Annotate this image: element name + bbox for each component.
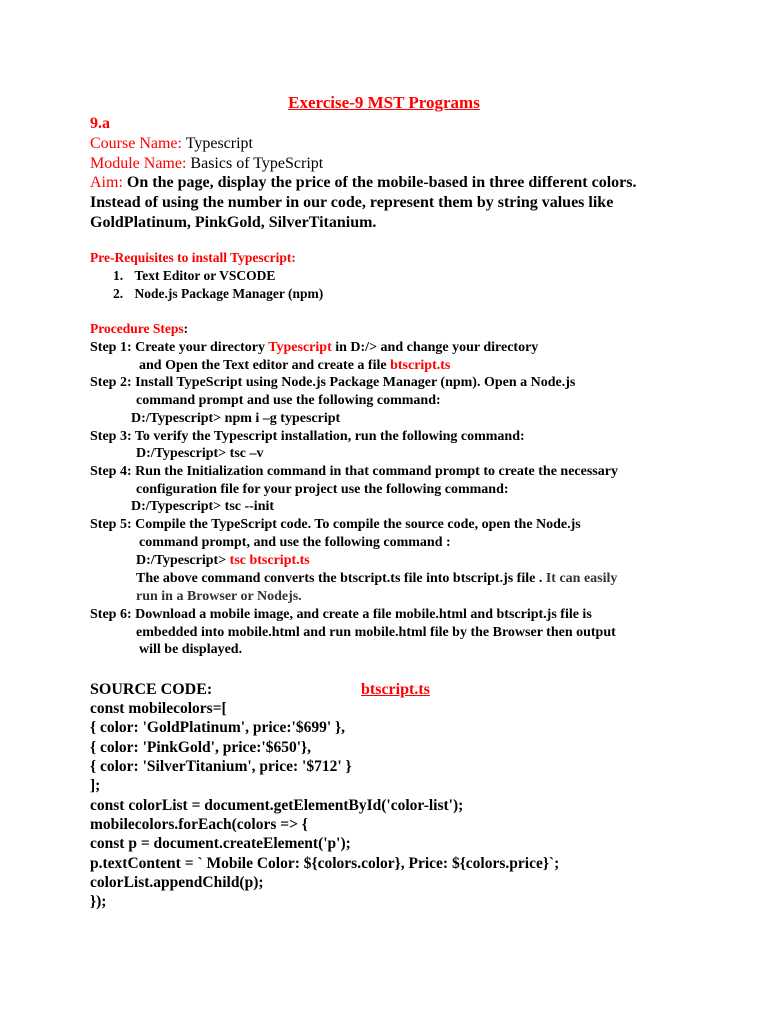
code-line-6: const colorList = document.getElementById('color-list');	[90, 797, 464, 814]
step6-line-2: embedded into mobile.html and run mobile.html file by the Browser then output	[136, 625, 616, 640]
course-name-label: Course Name:	[90, 135, 182, 152]
aim-text-1: On the page, display the price of the mobile-based in three different colors.	[122, 174, 637, 191]
code-line-1: const mobilecolors=[	[90, 700, 227, 717]
section-number: 9.a	[90, 115, 110, 132]
step5-command-text: tsc btscript.ts	[229, 553, 310, 568]
prereq-item-2	[113, 286, 323, 302]
step5-line-2: command prompt, and use the following command :	[139, 535, 451, 550]
code-line-7: mobilecolors.forEach(colors => {	[90, 816, 308, 833]
code-line-10: colorList.appendChild(p);	[90, 874, 264, 891]
source-filename: btscript.ts	[361, 681, 430, 698]
source-code-label: SOURCE CODE:	[90, 681, 213, 698]
step1-text-cont: in D:/> and change your directory	[331, 340, 539, 355]
aim-text-2: Instead of using the number in our code, represent them by string values like	[90, 194, 614, 211]
step1-filename: btscript.ts	[390, 358, 451, 373]
page-title: Exercise-9 MST Programs	[288, 93, 480, 112]
aim-line-1	[90, 174, 636, 192]
step3-line-1: Step 3: To verify the Typescript installation, run the following command:	[90, 429, 525, 444]
aim-text-3: GoldPlatinum, PinkGold, SilverTitanium.	[90, 214, 377, 231]
step4-line-1: Step 4: Run the Initialization command in that command prompt to create the necessary	[90, 464, 618, 479]
step5-note: The above command converts the btscript.ts file into btscript.js file .	[136, 571, 546, 586]
step2-line-2: command prompt and use the following command:	[136, 393, 441, 408]
step5-command	[136, 553, 310, 569]
step4-command: D:/Typescript> tsc --init	[131, 499, 275, 514]
code-line-2: { color: 'GoldPlatinum', price:'$699' },	[90, 719, 346, 736]
step3-command: D:/Typescript> tsc –v	[136, 446, 264, 461]
step1-line-2	[139, 358, 450, 374]
step1-line-1	[90, 340, 538, 356]
prereq-heading: Pre-Requisites to install Typescript:	[90, 250, 296, 265]
step4-line-2: configuration file for your project use the following command:	[136, 482, 509, 497]
prereq-item-1	[113, 268, 275, 284]
step6-line-1: Step 6: Download a mobile image, and create a file mobile.html and btscript.js file is	[90, 607, 592, 622]
step5-line-4	[136, 571, 617, 587]
procedure-heading-text: Procedure Steps	[90, 321, 184, 336]
procedure-heading	[90, 321, 188, 337]
code-line-8: const p = document.createElement('p');	[90, 835, 351, 852]
step2-command: D:/Typescript> npm i –g typescript	[131, 411, 341, 426]
code-line-4: { color: 'SilverTitanium', price: '$712' }	[90, 758, 352, 775]
prereq-item-text: Node.js Package Manager (npm)	[134, 286, 324, 301]
step1-text: Step 1: Create your directory	[90, 340, 269, 355]
course-name-value: Typescript	[181, 135, 253, 152]
prereq-item-num: 1.	[113, 268, 124, 283]
code-line-9: p.textContent = ` Mobile Color: ${colors.color}, Price: ${colors.price}`;	[90, 855, 560, 872]
module-name-label: Module Name:	[90, 155, 187, 172]
code-line-5: ];	[90, 777, 101, 794]
step1-text-2: and Open the Text editor and create a file	[139, 358, 391, 373]
step5-line-1: Step 5: Compile the TypeScript code. To compile the source code, open the Node.js	[90, 517, 581, 532]
step5-prompt: D:/Typescript>	[136, 553, 230, 568]
module-name-value: Basics of TypeScript	[186, 155, 324, 172]
prereq-item-num: 2.	[113, 286, 124, 301]
aim-label: Aim:	[90, 174, 123, 191]
module-name-line	[90, 155, 323, 173]
step1-dir-name: Typescript	[268, 340, 332, 355]
procedure-heading-colon: :	[183, 321, 189, 336]
course-name-line	[90, 135, 253, 153]
step2-line-1: Step 2: Install TypeScript using Node.js Package Manager (npm). Open a Node.js	[90, 375, 576, 390]
code-line-11: });	[90, 893, 107, 910]
prereq-item-text: Text Editor or VSCODE	[134, 268, 276, 283]
step5-note-cont: It can easily	[545, 571, 618, 586]
step5-line-5: run in a Browser or Nodejs.	[136, 589, 302, 604]
step6-line-3: will be displayed.	[139, 642, 243, 657]
code-line-3: { color: 'PinkGold', price:'$650'},	[90, 739, 312, 756]
